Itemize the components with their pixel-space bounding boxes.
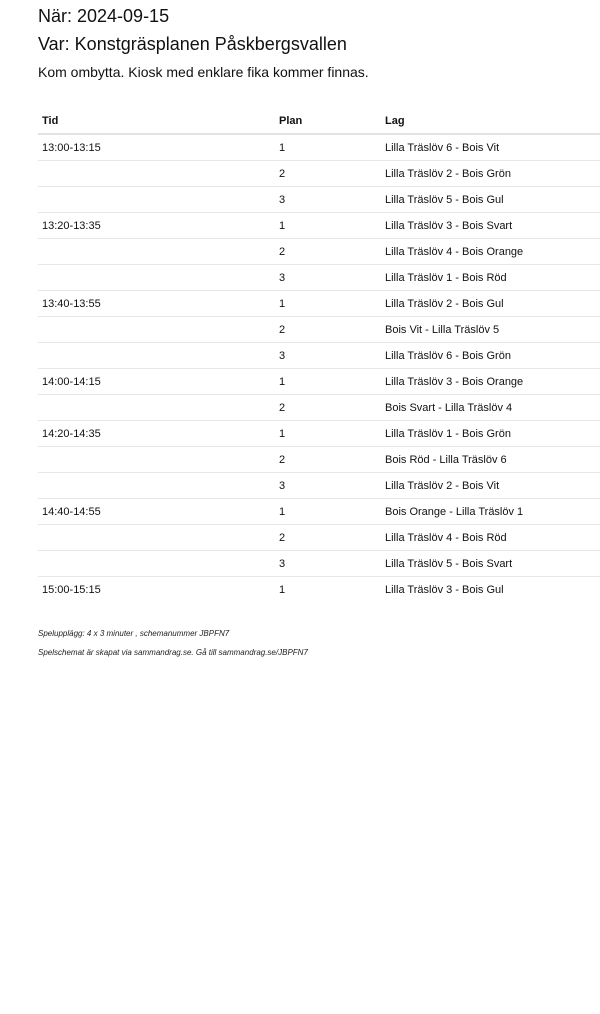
field-number-cell: 1 xyxy=(275,421,381,447)
table-row xyxy=(38,343,600,369)
field-number-cell: 1 xyxy=(275,213,381,239)
match-teams-cell: Lilla Träslöv 4 - Bois Orange xyxy=(381,239,600,265)
table-row xyxy=(38,499,600,525)
match-teams-cell: Lilla Träslöv 2 - Bois Grön xyxy=(381,161,600,187)
column-header-field: Plan xyxy=(275,109,381,134)
match-time-cell xyxy=(38,395,275,421)
event-location: Var: Konstgräsplanen Påskbergsvallen xyxy=(38,34,347,54)
event-note: Kom ombytta. Kiosk med enklare fika kommer finnas. xyxy=(38,64,369,80)
field-number-cell: 1 xyxy=(279,583,286,596)
table-body xyxy=(38,134,600,602)
match-teams-cell: Lilla Träslöv 3 - Bois Gul xyxy=(385,583,504,596)
match-time-cell xyxy=(38,525,275,551)
match-time-cell xyxy=(38,447,275,473)
match-teams-cell: Lilla Träslöv 6 - Bois Vit xyxy=(381,134,600,161)
match-time-cell: 13:00-13:15 xyxy=(38,134,275,161)
table-row xyxy=(38,187,600,213)
table-row xyxy=(38,577,600,603)
match-teams-cell: Bois Röd - Lilla Träslöv 6 xyxy=(381,447,600,473)
match-teams-cell: Bois Orange - Lilla Träslöv 1 xyxy=(381,499,600,525)
match-teams-cell: Bois Svart - Lilla Träslöv 4 xyxy=(381,395,600,421)
column-header-teams: Lag xyxy=(381,109,600,134)
table-row xyxy=(38,134,600,161)
match-teams-cell: Lilla Träslöv 3 - Bois Svart xyxy=(381,213,600,239)
table-row xyxy=(38,265,600,291)
match-time-cell: 13:40-13:55 xyxy=(38,291,275,317)
field-number-cell: 2 xyxy=(275,447,381,473)
table-row xyxy=(38,317,600,343)
match-teams-cell: Bois Vit - Lilla Träslöv 5 xyxy=(381,317,600,343)
match-time-cell xyxy=(38,239,275,265)
match-time-cell: 13:20-13:35 xyxy=(38,213,275,239)
table-row xyxy=(38,421,600,447)
match-teams-cell: Lilla Träslöv 2 - Bois Vit xyxy=(381,473,600,499)
table-row xyxy=(38,239,600,265)
table-row xyxy=(38,525,600,551)
field-number-cell: 3 xyxy=(275,343,381,369)
match-schedule-table xyxy=(38,109,600,602)
table-row xyxy=(38,213,600,239)
field-number-cell: 3 xyxy=(275,265,381,291)
match-teams-cell: Lilla Träslöv 4 - Bois Röd xyxy=(381,525,600,551)
table-row xyxy=(38,369,600,395)
match-teams-cell: Lilla Träslöv 6 - Bois Grön xyxy=(381,343,600,369)
table-row xyxy=(38,395,600,421)
field-number-cell: 3 xyxy=(275,551,381,577)
table-row xyxy=(38,447,600,473)
field-number-cell: 2 xyxy=(275,239,381,265)
match-time-cell xyxy=(38,551,275,577)
match-teams-cell: Lilla Träslöv 5 - Bois Svart xyxy=(381,551,600,577)
table-row xyxy=(38,551,600,577)
match-time-cell: 14:40-14:55 xyxy=(38,499,275,525)
field-number-cell: 1 xyxy=(275,134,381,161)
match-time-cell xyxy=(38,265,275,291)
match-time-cell xyxy=(38,343,275,369)
match-time-cell xyxy=(38,187,275,213)
field-number-cell: 1 xyxy=(275,291,381,317)
field-number-cell: 2 xyxy=(275,395,381,421)
match-teams-cell: Lilla Träslöv 5 - Bois Gul xyxy=(381,187,600,213)
match-teams-cell: Lilla Träslöv 1 - Bois Grön xyxy=(381,421,600,447)
table-row xyxy=(38,161,600,187)
field-number-cell: 3 xyxy=(275,473,381,499)
field-number-cell: 1 xyxy=(275,369,381,395)
match-time-cell xyxy=(38,317,275,343)
field-number-cell: 2 xyxy=(275,161,381,187)
field-number-cell: 1 xyxy=(275,499,381,525)
credit-note: Spelschemat är skapat via sammandrag.se. Gå till sammandrag.se/JBPFN7 xyxy=(38,648,308,657)
match-time-cell xyxy=(38,161,275,187)
table-row xyxy=(38,473,600,499)
match-teams-cell: Lilla Träslöv 1 - Bois Röd xyxy=(381,265,600,291)
match-time-cell: 14:20-14:35 xyxy=(38,421,275,447)
column-header-time: Tid xyxy=(38,109,275,134)
game-setup-note: Spelupplägg: 4 x 3 minuter , schemanummer JBPFN7 xyxy=(38,629,230,638)
event-date: När: 2024-09-15 xyxy=(38,6,170,26)
field-number-cell: 3 xyxy=(275,187,381,213)
match-time-cell: 14:00-14:15 xyxy=(38,369,275,395)
table-row xyxy=(38,291,600,317)
table-header-row xyxy=(38,109,600,134)
match-time-cell xyxy=(38,473,275,499)
match-time-cell: 15:00-15:15 xyxy=(42,583,101,596)
field-number-cell: 2 xyxy=(275,317,381,343)
field-number-cell: 2 xyxy=(275,525,381,551)
match-teams-cell: Lilla Träslöv 2 - Bois Gul xyxy=(381,291,600,317)
match-teams-cell: Lilla Träslöv 3 - Bois Orange xyxy=(381,369,600,395)
